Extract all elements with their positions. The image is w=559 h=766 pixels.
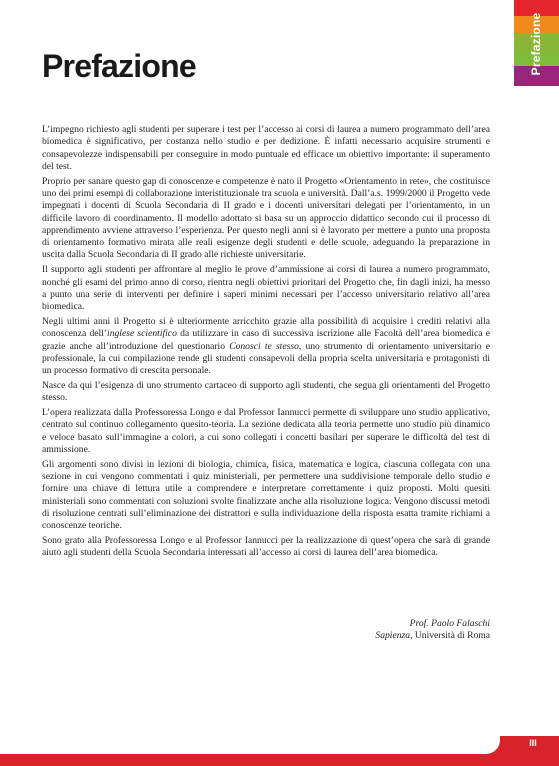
section-tab-label: Prefazione [529, 12, 543, 76]
text-run: da utilizzare in caso di successiva iscrizione alle Facoltà dell’area biomedica e grazie anche all’introduzione del questionario [42, 328, 490, 352]
section-tab [514, 0, 559, 86]
page-number: III [529, 738, 537, 748]
paragraph: L’impegno richiesto agli studenti per superare i test per l’accesso ai corsi di laurea a numero programmato dell’area biomedica è significativo, per costanza nello studio e per dedizione. È infatti necessario acquisire strumenti e consapevolezze indispensabili per conseguire in modo puntuale ed efficace un obiettivo importante: il superamento del test. [42, 124, 490, 172]
italic-text: inglese scientifico [107, 328, 177, 340]
signature-institution-rest: , Università di Roma [410, 630, 490, 642]
paragraph: L’opera realizzata dalla Professoressa Longo e dal Professor Iannucci permette di sviluppare uno studio applicativo, centrato sul continuo collegamento quesito-teoria. La sezione dedicata alla teoria permette uno studio più dinamico e veloce basato sull’immagine a colori, a cui sono collegati i concetti basilari per superare le difficoltà del test di ammissione. [42, 407, 490, 455]
paragraph: Sono grato alla Professoressa Longo e al Professor Iannucci per la realizzazione di quest’opera che sarà di grande aiuto agli studenti della Scuola Secondaria interessati all’accesso ai corsi di laurea dell’area biomedica. [42, 535, 490, 559]
paragraph-with-italics [42, 316, 490, 377]
body-text [42, 124, 490, 562]
footer-curve [0, 736, 500, 754]
text-run: , uno strumento di orientamento universitario e professionale, la cui compilazione rende gli studenti consapevoli della propria scelta universitaria e protagonisti di un processo formativo di crescita personale. [42, 340, 491, 377]
signature-block [375, 618, 490, 643]
page-title: Prefazione [42, 48, 196, 84]
paragraph: Proprio per sanare questo gap di conoscenze e competenze è nato il Progetto «Orientamento in rete», che costituisce uno dei primi esempi di collaborazione interistituzionale tra scuola e università. Dall’a.s. 1999/2000 il Progetto vede impegnati i docenti di Scuola Secondaria di II grado e i docenti universitari delegati per l’orientamento, in un difficile lavoro di coordinamento. Il modello adottato si basa su un approccio didattico secondo cui il processo di apprendimento avviene attraverso l’esperienza. Per questo negli anni si è lavorato per mettere a punto una proposta di orientamento formativo mirata alle reali esigenze degli studenti e delle scuole, adeguando la preparazione in uscita dalla Scuola Secondaria di II grado alle richieste universitarie. [42, 175, 490, 261]
paragraph: Gli argomenti sono divisi in lezioni di biologia, chimica, fisica, matematica e logica, ciascuna collegata con una sezione in cui vengono commentati i quiz ministeriali, per permettere una suddivisione temporale dello studio e fornire una chiave di lettura utile a comprendere e interpretare correttamente i quiz proposti. Molti quesiti ministeriali sono commentati con soluzioni svolte finalizzate anche alla risoluzione logica. Vengono discussi metodi di risoluzione centrati sull’eliminazione dei distrattori e sulla individuazione della risposta esatta tramite richiami a conoscenze teoriche. [42, 458, 490, 532]
signature-institution: Sapienza [375, 630, 411, 642]
italic-text: Conosci te stesso [229, 340, 299, 352]
paragraph: Il supporto agli studenti per affrontare al meglio le prove d’ammissione ai corsi di laurea a numero programmato, nonché gli esami del primo anno di corso, rientra negli obiettivi prioritari del Progetto che, fin dagli inizi, ha messo a punto una serie di interventi per definire i saperi minimi necessari per l’accesso universitario relativo all’area biomedica. [42, 264, 490, 313]
signature-affiliation [375, 630, 490, 642]
paragraph: Nasce da qui l’esigenza di uno strumento cartaceo di supporto agli studenti, che segua gli orientamenti del Progetto stesso. [42, 379, 490, 404]
signature-name: Prof. Paolo Falaschi [409, 618, 490, 629]
text-run: Negli ultimi anni il Progetto si è ulteriormente arricchito grazie alla possibilità di acquisire i crediti relativi alla conoscenza dell’ [42, 315, 490, 340]
